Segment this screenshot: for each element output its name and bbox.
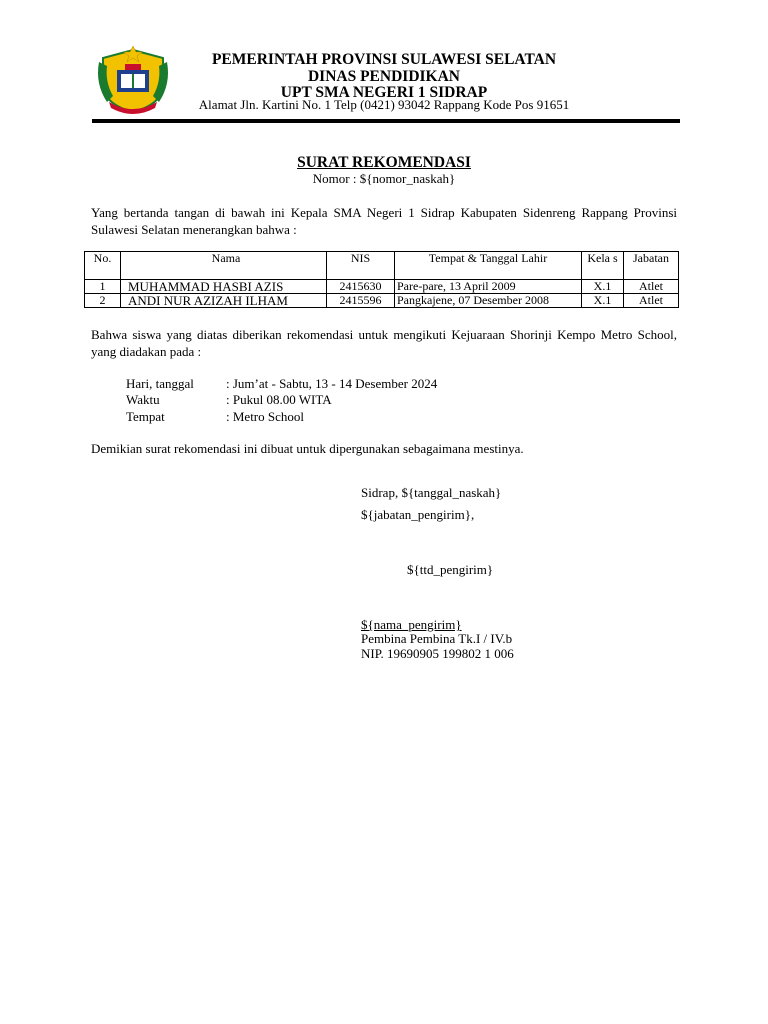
signature-ttd: ${ttd_pengirim}: [407, 562, 494, 577]
cell-ttl: Pangkajene, 07 Desember 2008: [395, 294, 582, 308]
header-department: DINAS PENDIDIKAN: [307, 68, 460, 85]
signature-position: ${jabatan_pengirim},: [361, 507, 475, 522]
event-day-label: Hari, tanggal: [126, 376, 194, 391]
header-nama: Nama: [121, 252, 327, 280]
event-place-value: : Metro School: [226, 409, 304, 424]
signature-nip: NIP. 19690905 199802 1 006: [361, 646, 514, 661]
header-nis: NIS: [327, 252, 395, 280]
cell-ttl: Pare-pare, 13 April 2009: [395, 280, 582, 294]
event-place-label: Tempat: [126, 409, 165, 424]
signature-name: ${nama_pengirim}: [361, 617, 462, 632]
cell-kelas: X.1: [582, 280, 624, 294]
signature-rank: Pembina Pembina Tk.I / IV.b: [361, 631, 513, 646]
cell-nis: 2415596: [327, 294, 395, 308]
table-row: [85, 294, 679, 308]
header-no: No.: [85, 252, 121, 280]
cell-nis: 2415630: [327, 280, 395, 294]
header-government: PEMERINTAH PROVINSI SULAWESI SELATAN: [211, 51, 557, 68]
cell-jabatan: Atlet: [624, 294, 679, 308]
header-kelas: Kela s: [582, 252, 624, 280]
signature-place-date: Sidrap, ${tanggal_naskah}: [361, 485, 502, 500]
letter-body: Bahwa siswa yang diatas diberikan rekomendasi untuk mengikuti Kejuaraan Shorinji Kempo Metro School, yang diadakan pada :: [91, 327, 677, 359]
cell-jabatan: Atlet: [624, 280, 679, 294]
letter-closing: Demikian surat rekomendasi ini dibuat untuk dipergunakan sebagaimana mestinya.: [91, 441, 524, 456]
student-table: [84, 251, 679, 308]
event-time-value: : Pukul 08.00 WITA: [226, 392, 332, 407]
cell-nama: ANDI NUR AZIZAH ILHAM: [121, 294, 327, 308]
header-jabatan: Jabatan: [624, 252, 679, 280]
provincial-emblem-icon: [93, 44, 173, 116]
header-divider: [92, 119, 680, 123]
cell-no: 2: [85, 294, 121, 308]
header-ttl: Tempat & Tanggal Lahir: [395, 252, 582, 280]
letter-number: Nomor : ${nomor_naskah}: [312, 171, 456, 186]
event-time-label: Waktu: [126, 392, 160, 407]
header-school: UPT SMA NEGERI 1 SIDRAP: [280, 84, 488, 101]
event-day-value: : Jum’at - Sabtu, 13 - 14 Desember 2024: [226, 376, 438, 391]
header-address: Alamat Jln. Kartini No. 1 Telp (0421) 93042 Rappang Kode Pos 91651: [198, 97, 570, 112]
cell-kelas: X.1: [582, 294, 624, 308]
cell-nama: MUHAMMAD HASBI AZIS: [121, 280, 327, 294]
letter-title: SURAT REKOMENDASI: [297, 154, 471, 171]
table-row: [85, 280, 679, 294]
letter-intro: Yang bertanda tangan di bawah ini Kepala SMA Negeri 1 Sidrap Kabupaten Sidenreng Rappang Provinsi Sulawesi Selatan menerangkan bahwa :: [91, 205, 677, 237]
table-header-row: [85, 252, 679, 280]
cell-no: 1: [85, 280, 121, 294]
